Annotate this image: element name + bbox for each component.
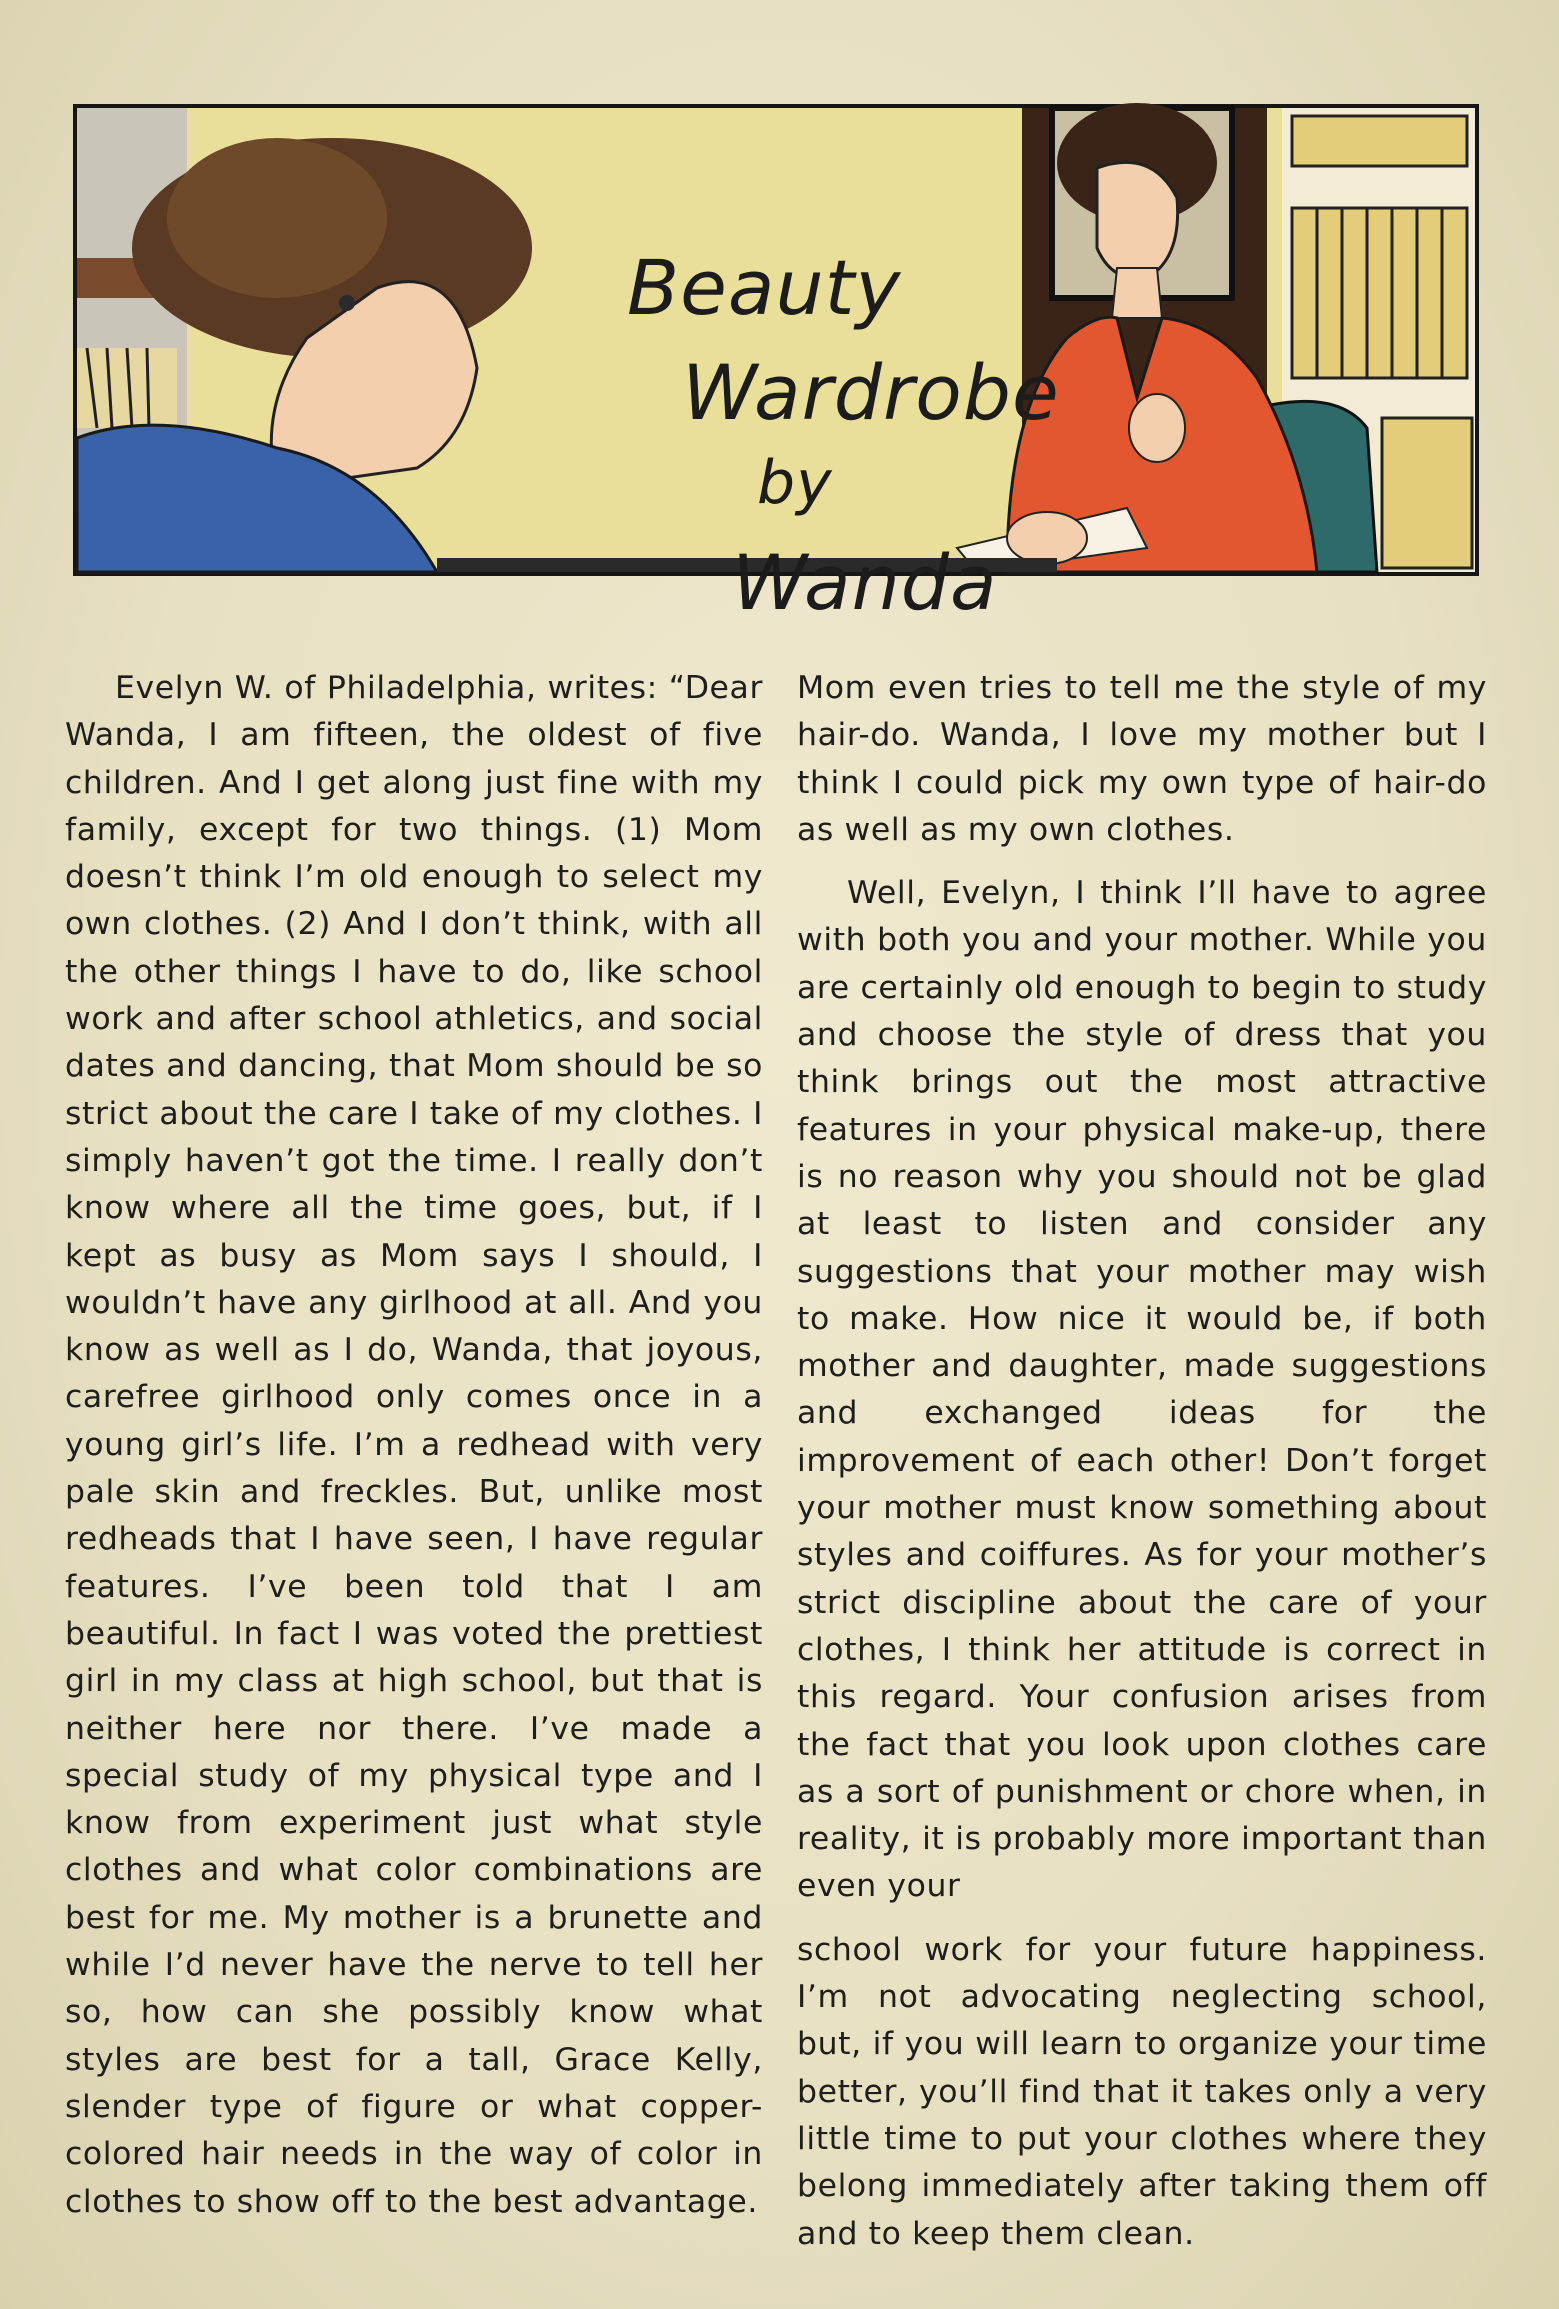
article-right-column xyxy=(797,665,1487,2258)
letter-continuation-paragraph: Mom even tries to tell me the style of my hair-do. Wanda, I love my mother but I think I could pick my own type of hair-do as well as my own clothes. xyxy=(797,670,1487,848)
header-panel xyxy=(73,104,1479,627)
title-line-beauty: Beauty xyxy=(627,243,902,332)
header-title xyxy=(547,148,1060,627)
reply-paragraph: Well, Evelyn, I think I’ll have to agree with both you and your mother. While you are certainly old enough to begin to study and choose the style of dress that you think brings out the most attractive features in your physical make-up, there is no reason why you should not be glad at least to listen and consider any suggestions that your mother may wish to make. How nice it would be, if both mother and daughter, made suggestions and exchanged ideas for the improvement of each other! Don’t forget your mother must know something about styles and coiffures. As for your mother’s strict discipline about the care of your clothes, I think her attitude is correct in this regard. Your confusion arises from the fact that you look upon clothes care as a sort of punishment or chore when, in reality, it is probably more important than even your xyxy=(797,875,1487,1905)
article-left-column xyxy=(65,665,763,2226)
reply-paragraph-continued: school work for your future happiness. I’m not advocating neglecting school, but, if you will learn to organize your time better, you’ll find that it takes only a very little time to put your clothes where they belong immediately after taking them off and to keep them clean. xyxy=(797,1931,1487,2252)
title-line-wardrobe: Wardrobe xyxy=(682,348,1060,437)
title-line-wanda: Wanda xyxy=(732,538,998,627)
letter-paragraph: Evelyn W. of Philadelphia, writes: “Dear Wanda, I am fifteen, the oldest of five children. And I get along just fine with my family, except for two things. (1) Mom doesn’t think I’m old enough to select my own clothes. (2) And I don’t think, with all the other things I have to do, like school work and after school athletics, and social dates and dancing, that Mom should be so strict about the care I take of my clothes. I simply haven’t got the time. I really don’t know where all the time goes, but, if I kept as busy as Mom says I should, I wouldn’t have any girlhood at all. And you know as well as I do, Wanda, that joyous, carefree girlhood only comes once in a young girl’s life. I’m a redhead with very pale skin and freckles. But, unlike most redheads that I have seen, I have regular features. I’ve been told that I am beautiful. In fact I was voted the prettiest girl in my class at high school, but that is neither here nor there. I’ve made a special study of my physical type and I know from experiment just what style clothes and what color combinations are best for me. My mother is a brunette and while I’d never have the nerve to tell her so, how can she possibly know what styles are best for a tall, Grace Kelly, slender type of figure or what copper-colored hair needs in the way of color in clothes to show off to the best advantage. xyxy=(65,670,763,2220)
title-line-by: by xyxy=(757,448,833,518)
